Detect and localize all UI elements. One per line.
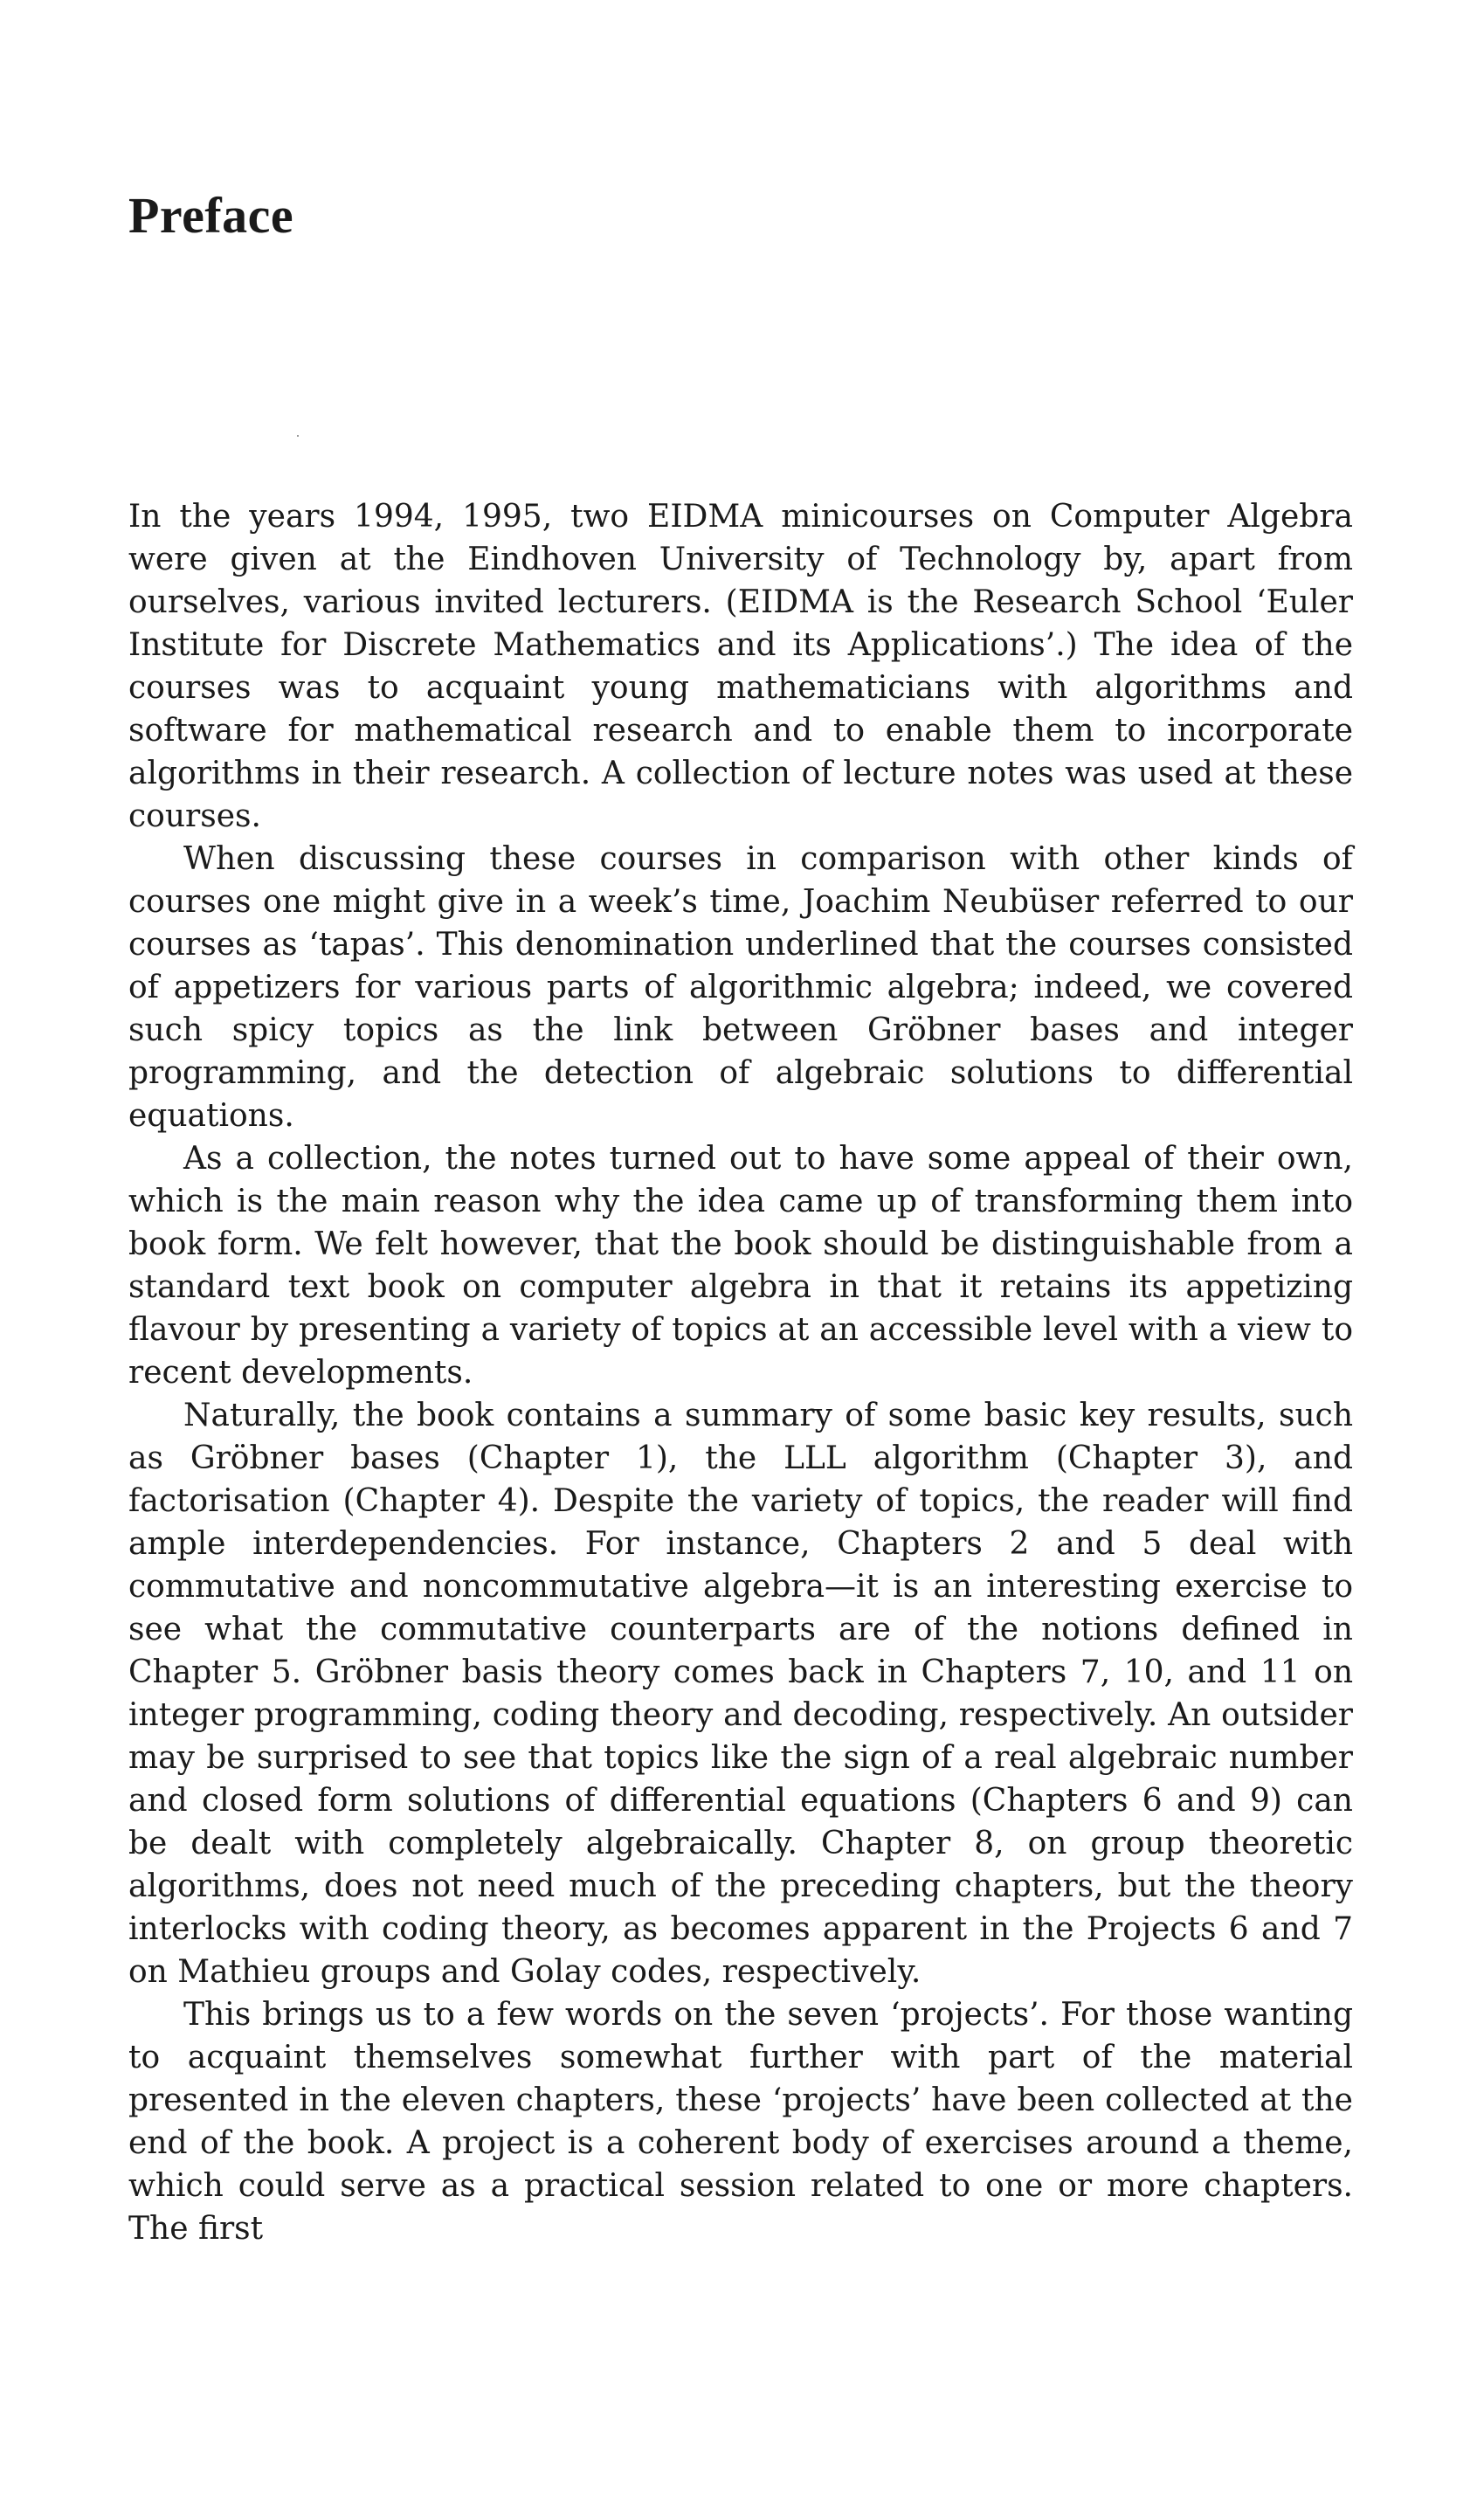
stray-dot-mark xyxy=(297,435,299,437)
paragraph-1: In the years 1994, 1995, two EIDMA minicourses on Computer Algebra were given at the Eindhoven University of Technology by, apart from ourselves, various invited lecturers. (EIDMA is the Research School ‘Euler Institute for Discrete Mathematics and its Applications’.) The idea of the courses was to acquaint young mathematicians with algorithms and software for mathematical research and to enable them to incorporate algorithms in their research. A collection of lecture notes was used at these courses. xyxy=(128,499,1353,834)
paragraph-2: When discussing these courses in comparison with other kinds of courses one might give in a week’s time, Joachim Neubüser referred to our courses as ‘tapas’. This denomination underlined that the courses consisted of appetizers for various parts of algorithmic algebra; indeed, we covered such spicy topics as the link between Gröbner bases and integer programming, and the detection of algebraic solutions to differential equations. xyxy=(128,841,1353,1134)
preface-body xyxy=(128,495,1353,2250)
page-title: Preface xyxy=(128,187,294,244)
paragraph-3: As a collection, the notes turned out to have some appeal of their own, which is the main reason why the idea came up of transforming them into book form. We felt however, that the book should be distinguishable from a standard text book on computer algebra in that it retains its appetizing flavour by presenting a variety of topics at an accessible level with a view to recent developments. xyxy=(128,1141,1353,1391)
paragraph-4: Naturally, the book contains a summary of some basic key results, such as Gröbner bases (Chapter 1), the LLL algorithm (Chapter 3), and factorisation (Chapter 4). Despite the variety of topics, the reader will find ample interdependencies. For instance, Chapters 2 and 5 deal with commutative and noncommutative algebra—it is an interesting exercise to see what the commutative counterparts are of the notions defined in Chapter 5. Gröbner basis theory comes back in Chapters 7, 10, and 11 on integer programming, coding theory and decoding, respectively. An outsider may be surprised to see that topics like the sign of a real algebraic number and closed form solutions of differential equations (Chapters 6 and 9) can be dealt with completely algebraically. Chapter 8, on group theoretic algorithms, does not need much of the preceding chapters, but the theory interlocks with coding theory, as becomes apparent in the Projects 6 and 7 on Mathieu groups and Golay codes, respectively. xyxy=(128,1398,1353,1990)
paragraph-5: This brings us to a few words on the seven ‘projects’. For those wanting to acquaint themselves somewhat further with part of the material presented in the eleven chapters, these ‘projects’ have been collected at the end of the book. A project is a coherent body of exercises around a theme, which could serve as a practical session related to one or more chapters. The first xyxy=(128,1997,1353,2247)
